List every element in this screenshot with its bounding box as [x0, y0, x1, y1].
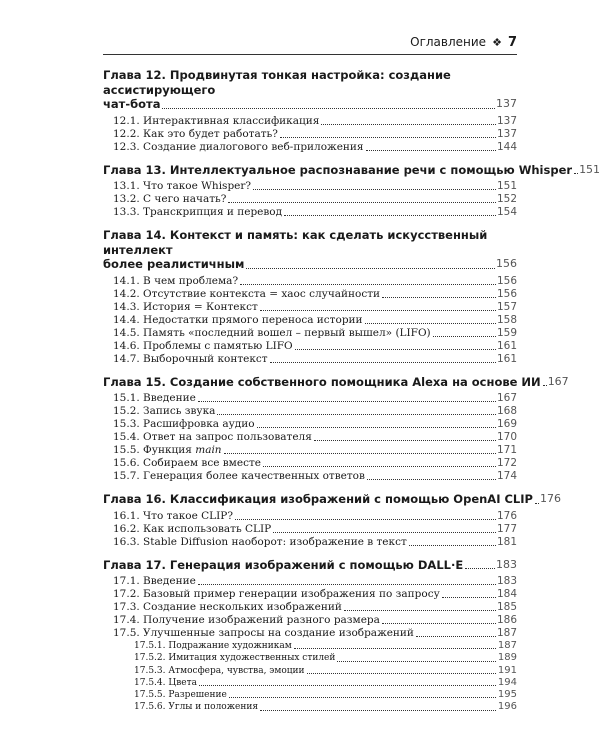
section-page: 185 [496, 601, 517, 613]
dot-leader [307, 673, 496, 674]
section-label: 15.5. Функция [113, 444, 192, 456]
section-page: 171 [496, 444, 517, 456]
dot-leader [344, 610, 496, 611]
section-title [113, 418, 255, 431]
section-item[interactable] [113, 536, 517, 549]
chapter-title[interactable] [103, 374, 569, 390]
chapter-title-row [103, 97, 517, 112]
section-page: 151 [496, 180, 517, 192]
section-title [113, 510, 233, 523]
dot-leader [198, 584, 496, 585]
section-item[interactable] [113, 575, 517, 588]
dot-leader [270, 362, 496, 363]
dot-leader [162, 108, 495, 109]
page-number: 7 [507, 35, 517, 50]
section-page: 154 [496, 206, 517, 218]
chapter-title-text: Глава 15. Создание собственного помощника Alexa на основе ИИ [103, 374, 541, 389]
section-item[interactable] [113, 327, 517, 340]
section-page: 176 [496, 509, 517, 522]
section-title [113, 405, 215, 418]
dot-leader [229, 697, 496, 698]
chapter-title-text: Глава 13. Интеллектуальное распознавание речи с помощью Whisper [103, 162, 573, 177]
section-label: 16.1. Что такое CLIP? [113, 509, 233, 522]
dot-leader [260, 310, 496, 311]
section-item[interactable] [113, 115, 517, 128]
header-section-title: Оглавление [410, 35, 487, 49]
section-item[interactable] [113, 275, 517, 288]
dot-leader [294, 648, 496, 649]
section-item[interactable] [113, 457, 517, 470]
subsection-item[interactable] [134, 665, 517, 677]
section-label: 17.1. Введение [113, 575, 196, 587]
chapter-page: 151 [579, 162, 600, 176]
section-label: 14.6. Проблемы с памятью LIFO [113, 339, 293, 352]
section-item[interactable] [113, 627, 517, 640]
section-title [113, 141, 364, 154]
section-page: 194 [497, 676, 517, 688]
section-label: 14.5. Память «последний вошел – первый вышел» (LIFO) [113, 326, 431, 339]
section-label: 13.2. С чего начать? [113, 193, 227, 205]
section-list [103, 180, 517, 219]
section-label: 15.1. Введение [113, 392, 196, 404]
section-title [113, 392, 196, 405]
dot-leader [224, 453, 496, 454]
section-page: 156 [496, 287, 517, 300]
section-label: 15.3. Расшифровка аудио [113, 418, 255, 430]
dot-leader [260, 710, 496, 711]
section-label: 14.2. Отсутствие контекста = хаос случайности [113, 287, 381, 300]
section-item[interactable] [113, 405, 517, 418]
section-label: 15.7. Генерация более качественных ответов [113, 470, 365, 482]
dot-leader [365, 323, 496, 324]
section-title [113, 128, 278, 141]
section-item[interactable] [113, 510, 517, 523]
section-page: 169 [496, 418, 517, 430]
section-title [134, 701, 258, 713]
section-label: 17.5.6. Углы и положения [134, 702, 259, 713]
table-of-contents [103, 68, 600, 723]
section-item[interactable] [113, 206, 517, 219]
section-label: 12.1. Интерактивная классификация [113, 114, 320, 127]
dot-leader [280, 137, 496, 138]
chapter-page: 156 [496, 257, 517, 270]
dot-leader [337, 661, 496, 662]
section-item[interactable] [113, 193, 517, 206]
section-label: 16.2. Как использовать CLIP [113, 522, 272, 535]
section-title [113, 353, 268, 366]
section-title [113, 288, 380, 301]
section-page: 161 [496, 339, 517, 352]
section-page: 144 [496, 140, 517, 153]
chapter-block [103, 228, 517, 366]
chapter-title-text: более реалистичным [103, 257, 245, 271]
dot-leader [257, 427, 496, 428]
section-page: 183 [496, 575, 517, 587]
section-title [134, 689, 227, 701]
dot-leader [273, 532, 496, 533]
section-label: 17.5.5. Разрешение [134, 690, 227, 701]
section-title [113, 301, 258, 314]
section-title [113, 275, 238, 288]
chapter-page: 137 [496, 97, 517, 110]
section-title [113, 457, 261, 470]
dot-leader [263, 466, 496, 467]
section-list [103, 510, 517, 549]
section-page: 167 [496, 392, 517, 404]
section-title [113, 180, 251, 193]
section-item[interactable] [113, 431, 517, 444]
section-label: 17.5. Улучшенные запросы на создание изображений [113, 627, 414, 639]
section-title [113, 193, 226, 206]
section-label: 17.5.4. Цвета [134, 677, 197, 688]
dot-leader [314, 440, 496, 441]
section-label: 14.3. История = Контекст [113, 300, 258, 313]
section-page: 156 [496, 274, 517, 287]
section-item[interactable] [113, 588, 517, 601]
dot-leader [235, 519, 496, 520]
section-list [103, 275, 517, 366]
section-item[interactable] [113, 288, 517, 301]
dot-leader [240, 284, 496, 285]
section-title [113, 444, 222, 457]
section-item[interactable] [113, 523, 517, 536]
section-title [113, 431, 312, 444]
dot-leader [367, 479, 496, 480]
section-title [134, 652, 335, 664]
section-title [113, 206, 282, 219]
section-page: 157 [496, 300, 517, 313]
chapter-page: 176 [539, 492, 561, 505]
section-label: 15.2. Запись звука [113, 405, 216, 417]
section-item[interactable] [113, 180, 517, 193]
chapter-block [103, 492, 561, 549]
section-label: 12.3. Создание диалогового веб-приложения [113, 140, 364, 153]
section-page: 159 [496, 326, 517, 339]
section-list [103, 392, 517, 483]
dot-leader [198, 401, 496, 402]
section-label: 14.4. Недостатки прямого переноса истории [113, 313, 363, 326]
running-header [103, 34, 517, 55]
chapter-title-row [103, 257, 517, 272]
chapter-title-row [103, 374, 569, 390]
section-page: 181 [496, 535, 517, 548]
section-title [113, 470, 365, 483]
dot-leader [442, 597, 496, 598]
section-label: 13.1. Что такое Whisper? [113, 180, 252, 192]
section-title [113, 588, 440, 601]
section-item[interactable] [113, 353, 517, 366]
section-title [113, 627, 414, 640]
section-title [113, 536, 407, 549]
section-page: 196 [497, 701, 517, 713]
subsection-item[interactable] [134, 677, 517, 689]
section-label: 17.5.3. Атмосфера, чувства, эмоции [134, 665, 305, 676]
section-page: 189 [497, 652, 517, 664]
dot-leader [321, 124, 496, 125]
section-label: 17.5.1. Подражание художникам [134, 641, 292, 651]
section-item[interactable] [113, 392, 517, 405]
dot-leader [253, 189, 496, 190]
section-title [113, 327, 431, 340]
section-item[interactable] [113, 141, 517, 154]
dot-leader [246, 268, 495, 269]
chapter-title-line1: Глава 12. Продвинутая тонкая настройка: создание ассистирующего [103, 68, 451, 97]
section-label: 17.5.2. Имитация художественных стилей [134, 653, 336, 664]
section-page: 152 [496, 193, 517, 205]
section-label: 15.4. Ответ на запрос пользователя [113, 431, 312, 443]
chapter-block [103, 162, 600, 220]
dot-leader [217, 414, 496, 415]
chapter-page: 183 [496, 557, 517, 571]
section-list [103, 575, 517, 714]
chapter-title[interactable] [103, 558, 517, 573]
dot-leader [535, 503, 539, 504]
subsection-item[interactable] [134, 640, 517, 652]
chapter-title-row [103, 162, 600, 178]
subsection-item[interactable] [134, 689, 517, 701]
section-page: 168 [496, 405, 517, 417]
section-label-italic: main [195, 444, 222, 456]
chapter-title-text: Глава 16. Классификация изображений с помощью OpenAI CLIP [103, 492, 533, 506]
section-title [113, 115, 319, 128]
section-page: 137 [496, 114, 517, 127]
section-label: 14.7. Выборочный контекст [113, 352, 268, 365]
chapter-page: 167 [547, 374, 569, 388]
chapter-title-row [103, 492, 561, 507]
section-label: 17.4. Получение изображений разного размера [113, 614, 380, 626]
section-page: 187 [497, 640, 517, 651]
dot-leader [295, 349, 496, 350]
chapter-title-text: Глава 17. Генерация изображений с помощью DALL·E [103, 557, 464, 572]
chapter-block [103, 558, 517, 714]
section-item[interactable] [113, 340, 517, 353]
header-right [410, 35, 517, 50]
dot-leader [382, 297, 496, 298]
section-item[interactable] [113, 314, 517, 327]
section-title [113, 523, 271, 536]
section-item[interactable] [113, 128, 517, 141]
dot-leader [574, 173, 578, 174]
chapter-title[interactable] [103, 492, 561, 507]
section-page: 177 [496, 522, 517, 535]
section-item[interactable] [113, 418, 517, 431]
section-list [103, 115, 517, 154]
section-page: 137 [496, 127, 517, 140]
section-item[interactable] [113, 614, 517, 627]
subsection-item[interactable] [134, 701, 517, 713]
section-title [113, 575, 196, 588]
section-page: 184 [496, 588, 517, 600]
subsection-item[interactable] [134, 652, 517, 664]
section-page: 161 [496, 352, 517, 365]
chapter-title-row [103, 558, 517, 573]
dot-leader [409, 545, 496, 546]
dot-leader [465, 568, 495, 569]
section-item[interactable] [113, 444, 517, 457]
dot-leader [382, 623, 496, 624]
section-title [113, 601, 342, 614]
chapter-title-text: чат-бота [103, 97, 161, 111]
section-page: 191 [497, 664, 517, 676]
ornament-icon: ❖ [492, 36, 502, 49]
section-page: 158 [496, 313, 517, 326]
dot-leader [543, 385, 547, 386]
chapter-block [103, 374, 569, 484]
dot-leader [433, 336, 496, 337]
section-page: 187 [496, 627, 517, 639]
section-label: 17.3. Создание нескольких изображений [113, 601, 342, 613]
section-label: 17.2. Базовый пример генерации изображения по запросу [113, 588, 440, 600]
section-page: 195 [497, 689, 517, 701]
section-label: 15.6. Собираем все вместе [113, 457, 261, 469]
section-title [134, 665, 305, 677]
dot-leader [416, 636, 496, 637]
section-item[interactable] [113, 301, 517, 314]
chapter-title-line1: Глава 14. Контекст и память: как сделать искусственный интеллект [103, 228, 488, 257]
dot-leader [228, 202, 496, 203]
section-label: 13.3. Транскрипция и перевод [113, 206, 283, 218]
section-page: 170 [496, 431, 517, 443]
section-item[interactable] [113, 601, 517, 614]
section-title [134, 677, 197, 689]
chapter-title[interactable] [103, 68, 517, 112]
section-title [113, 314, 363, 327]
dot-leader [199, 685, 496, 686]
section-title [113, 340, 293, 353]
section-item[interactable] [113, 470, 517, 483]
dot-leader [366, 150, 496, 151]
section-label: 12.2. Как это будет работать? [113, 127, 278, 140]
chapter-title[interactable] [103, 228, 517, 272]
chapter-block [103, 68, 517, 154]
section-page: 174 [496, 470, 517, 482]
section-page: 172 [496, 457, 517, 469]
section-label: 14.1. В чем проблема? [113, 274, 239, 287]
section-label: 16.3. Stable Diffusion наоборот: изображение в текст [113, 535, 407, 548]
chapter-title[interactable] [103, 162, 600, 178]
section-title [113, 614, 380, 627]
dot-leader [284, 215, 496, 216]
section-page: 186 [496, 614, 517, 626]
section-title [134, 640, 292, 652]
